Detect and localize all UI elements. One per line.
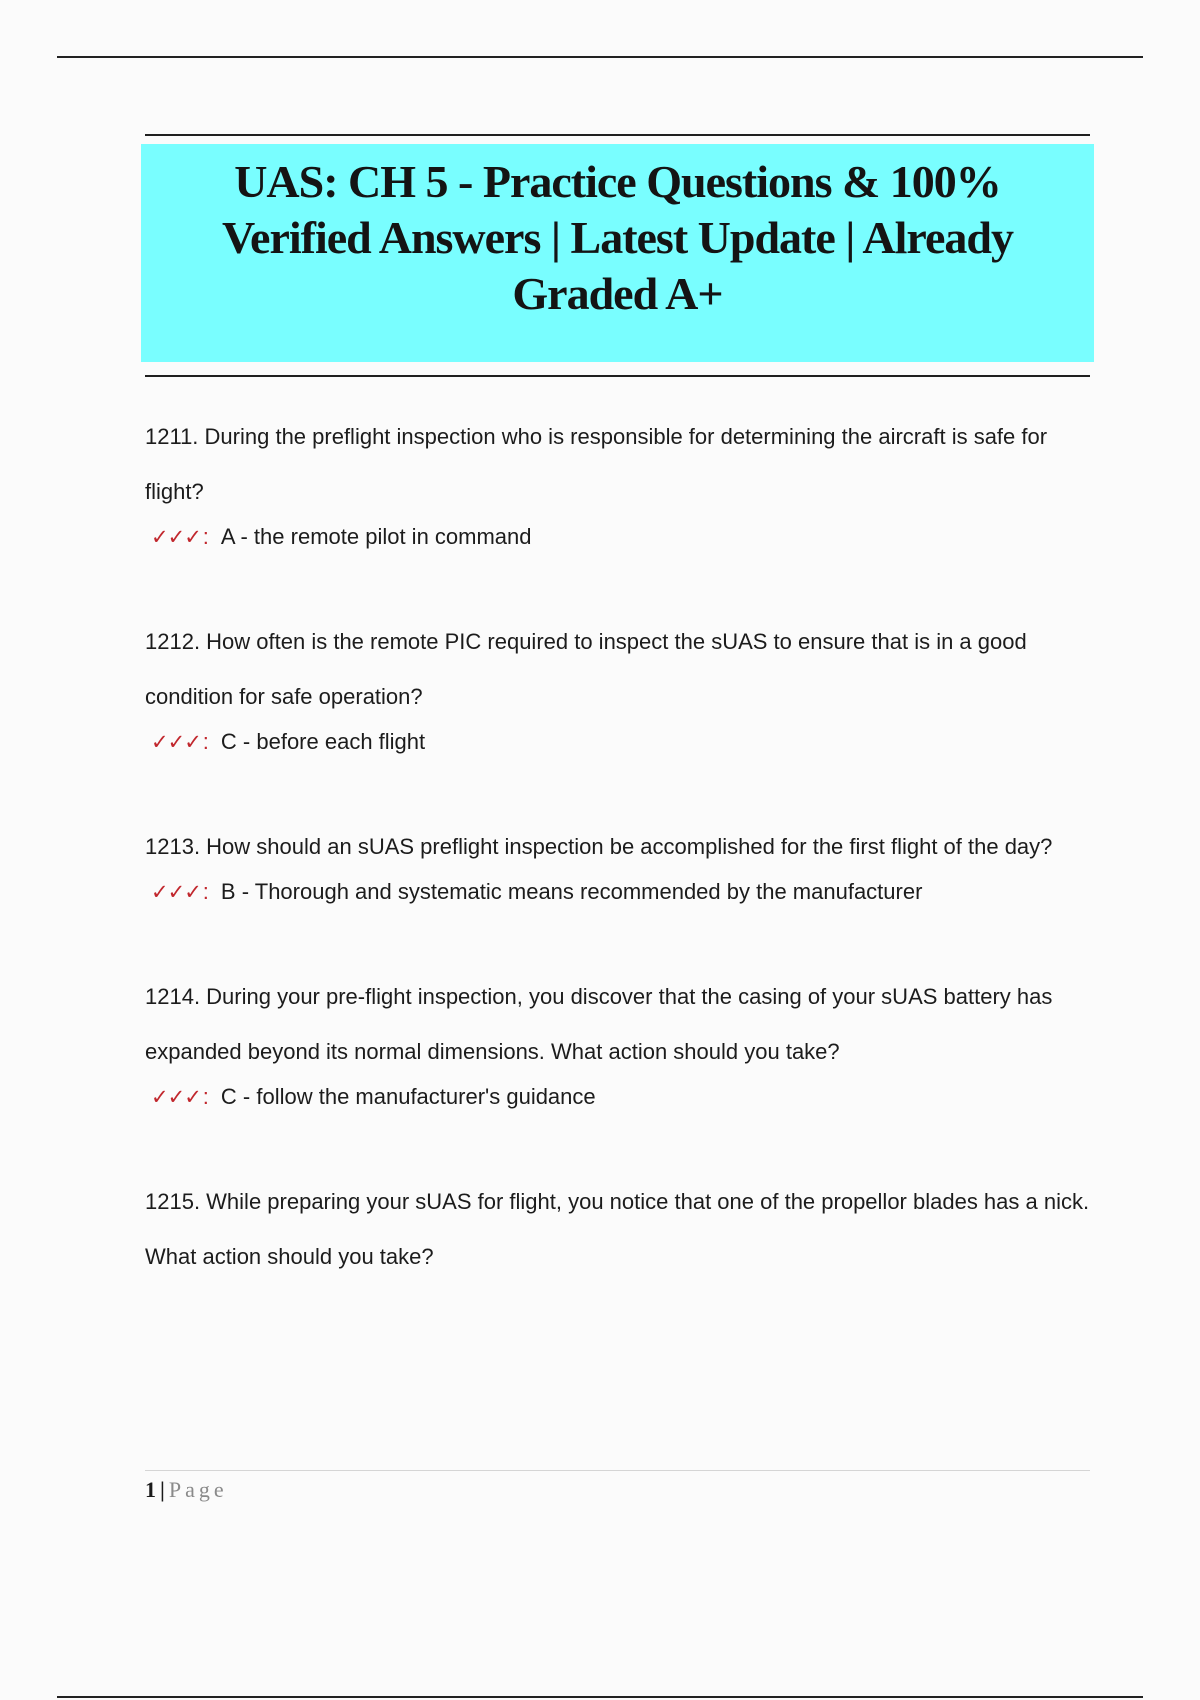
qa-item bbox=[145, 969, 1090, 1112]
page-number: 1 bbox=[145, 1477, 156, 1502]
document-title: UAS: CH 5 - Practice Questions & 100% Verified Answers | Latest Update | Already Graded A+ bbox=[222, 156, 1013, 319]
answer-colon: : bbox=[202, 729, 209, 754]
qa-item bbox=[145, 819, 1090, 907]
document-page bbox=[145, 134, 1090, 1284]
answer-row bbox=[145, 877, 1090, 907]
question-text: 1213. How should an sUAS preflight inspection be accomplished for the first flight of the day? bbox=[145, 834, 1053, 859]
answer-text: C - before each flight bbox=[220, 729, 426, 754]
page-separator: | bbox=[160, 1477, 165, 1502]
checkmark-icon: ✓✓✓ bbox=[151, 525, 201, 549]
answer-colon: : bbox=[202, 1084, 209, 1109]
title-rule-top bbox=[145, 134, 1090, 136]
question-text: 1211. During the preflight inspection who is responsible for determining the aircraft is safe for flight? bbox=[145, 424, 1048, 504]
page-footer bbox=[145, 1470, 1090, 1503]
checkmark-icon: ✓✓✓ bbox=[151, 880, 201, 904]
answer-text: C - follow the manufacturer's guidance bbox=[220, 1084, 596, 1109]
qa-item bbox=[145, 409, 1090, 552]
title-rule-bottom bbox=[145, 375, 1090, 377]
question-text: 1214. During your pre-flight inspection, you discover that the casing of your sUAS battery has expanded beyond its normal dimensions. What action should you take? bbox=[145, 984, 1053, 1064]
top-edge-line bbox=[57, 56, 1143, 58]
title-banner bbox=[141, 144, 1094, 362]
bottom-edge-line bbox=[57, 1696, 1143, 1698]
answer-row bbox=[145, 727, 1090, 757]
question-text: 1215. While preparing your sUAS for flight, you notice that one of the propellor blades has a nick. What action should you take? bbox=[145, 1189, 1090, 1269]
qa-item bbox=[145, 614, 1090, 757]
qa-item bbox=[145, 1174, 1090, 1284]
answer-row bbox=[145, 1082, 1090, 1112]
answer-colon: : bbox=[202, 524, 209, 549]
answer-text: B - Thorough and systematic means recommended by the manufacturer bbox=[220, 879, 923, 904]
page-label: Page bbox=[168, 1477, 228, 1502]
checkmark-icon: ✓✓✓ bbox=[151, 730, 201, 754]
question-text: 1212. How often is the remote PIC required to inspect the sUAS to ensure that is in a good condition for safe operation? bbox=[145, 629, 1027, 709]
answer-row bbox=[145, 522, 1090, 552]
answer-text: A - the remote pilot in command bbox=[220, 524, 532, 549]
checkmark-icon: ✓✓✓ bbox=[151, 1085, 201, 1109]
answer-colon: : bbox=[202, 879, 209, 904]
qa-list bbox=[145, 409, 1090, 1284]
